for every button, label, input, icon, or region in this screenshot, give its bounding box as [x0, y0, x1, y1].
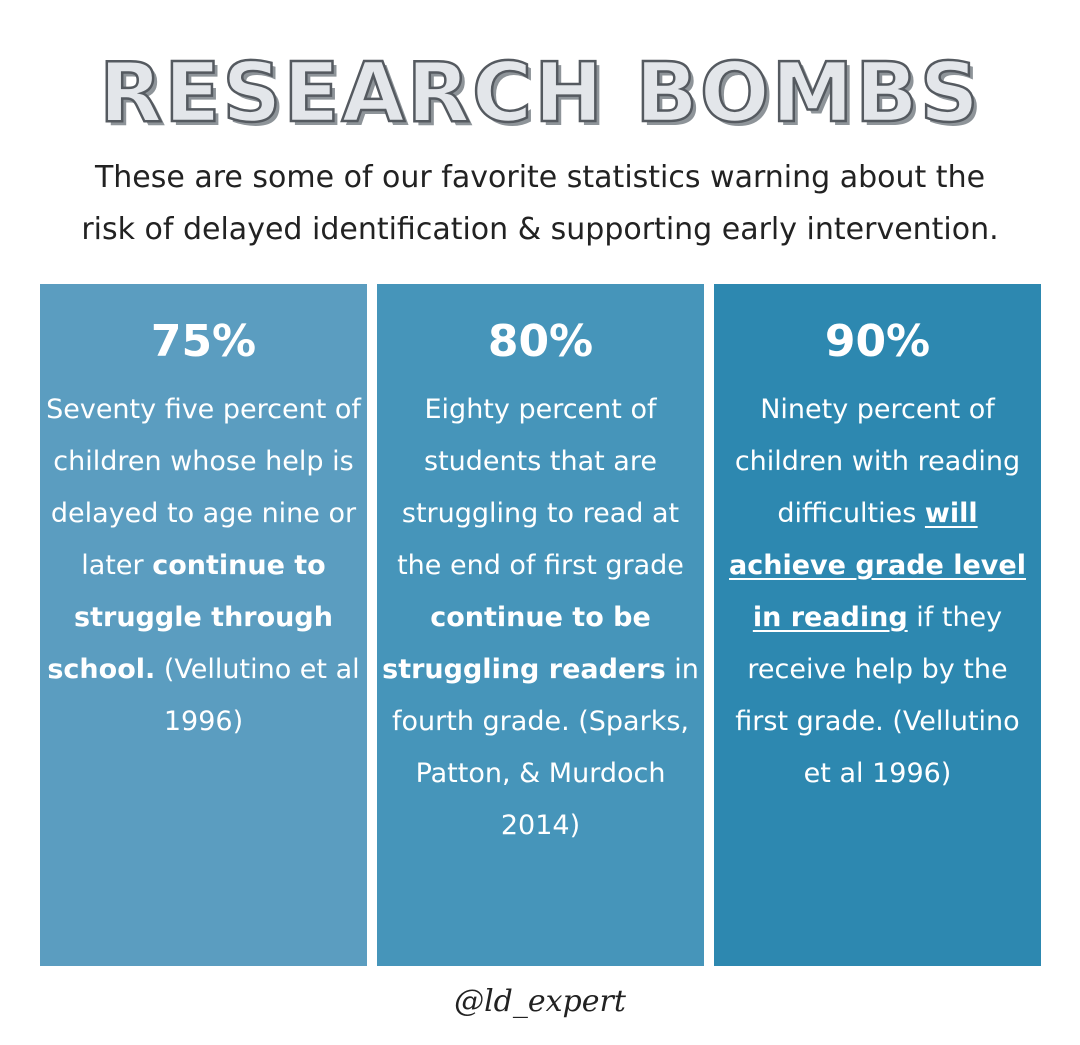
subtitle-line-1: These are some of our favorite statistics warning about the [94, 160, 986, 195]
description-bold-underlined: will achieve grade level in reading [729, 498, 1026, 633]
stat-value: 75% [150, 316, 257, 367]
description-bold: continue to struggle through school. [47, 550, 333, 685]
stat-card-80 [377, 284, 704, 966]
author-handle-signature: @ld_expert [454, 984, 626, 1019]
description-citation: (Vellutino et al 1996) [155, 654, 360, 737]
stat-value: 90% [824, 316, 931, 367]
description-citation: if they receive help by the first grade. (Vellutino et al 1996) [735, 602, 1020, 789]
stat-description [44, 384, 363, 748]
stat-value: 80% [487, 316, 594, 367]
stat-description [381, 384, 700, 852]
description-citation: in fourth grade. (Sparks, Patton, & Murdoch 2014) [392, 654, 699, 841]
subtitle-line-2: risk of delayed identification & supporting early intervention. [81, 212, 999, 247]
description-text: Seventy five percent of children whose help is delayed to age nine or later [46, 394, 361, 581]
stat-description [718, 384, 1037, 800]
stat-card-90 [714, 284, 1041, 966]
description-text: Eighty percent of students that are struggling to read at the end of first grade [397, 394, 684, 581]
stat-card-75 [40, 284, 367, 966]
page-title: RESEARCH BOMBS [99, 46, 981, 141]
description-text: Ninety percent of children with reading difficulties [734, 394, 1021, 529]
stat-cards [40, 284, 1041, 966]
description-bold: continue to be struggling readers [382, 602, 666, 685]
subtitle [20, 152, 1060, 256]
